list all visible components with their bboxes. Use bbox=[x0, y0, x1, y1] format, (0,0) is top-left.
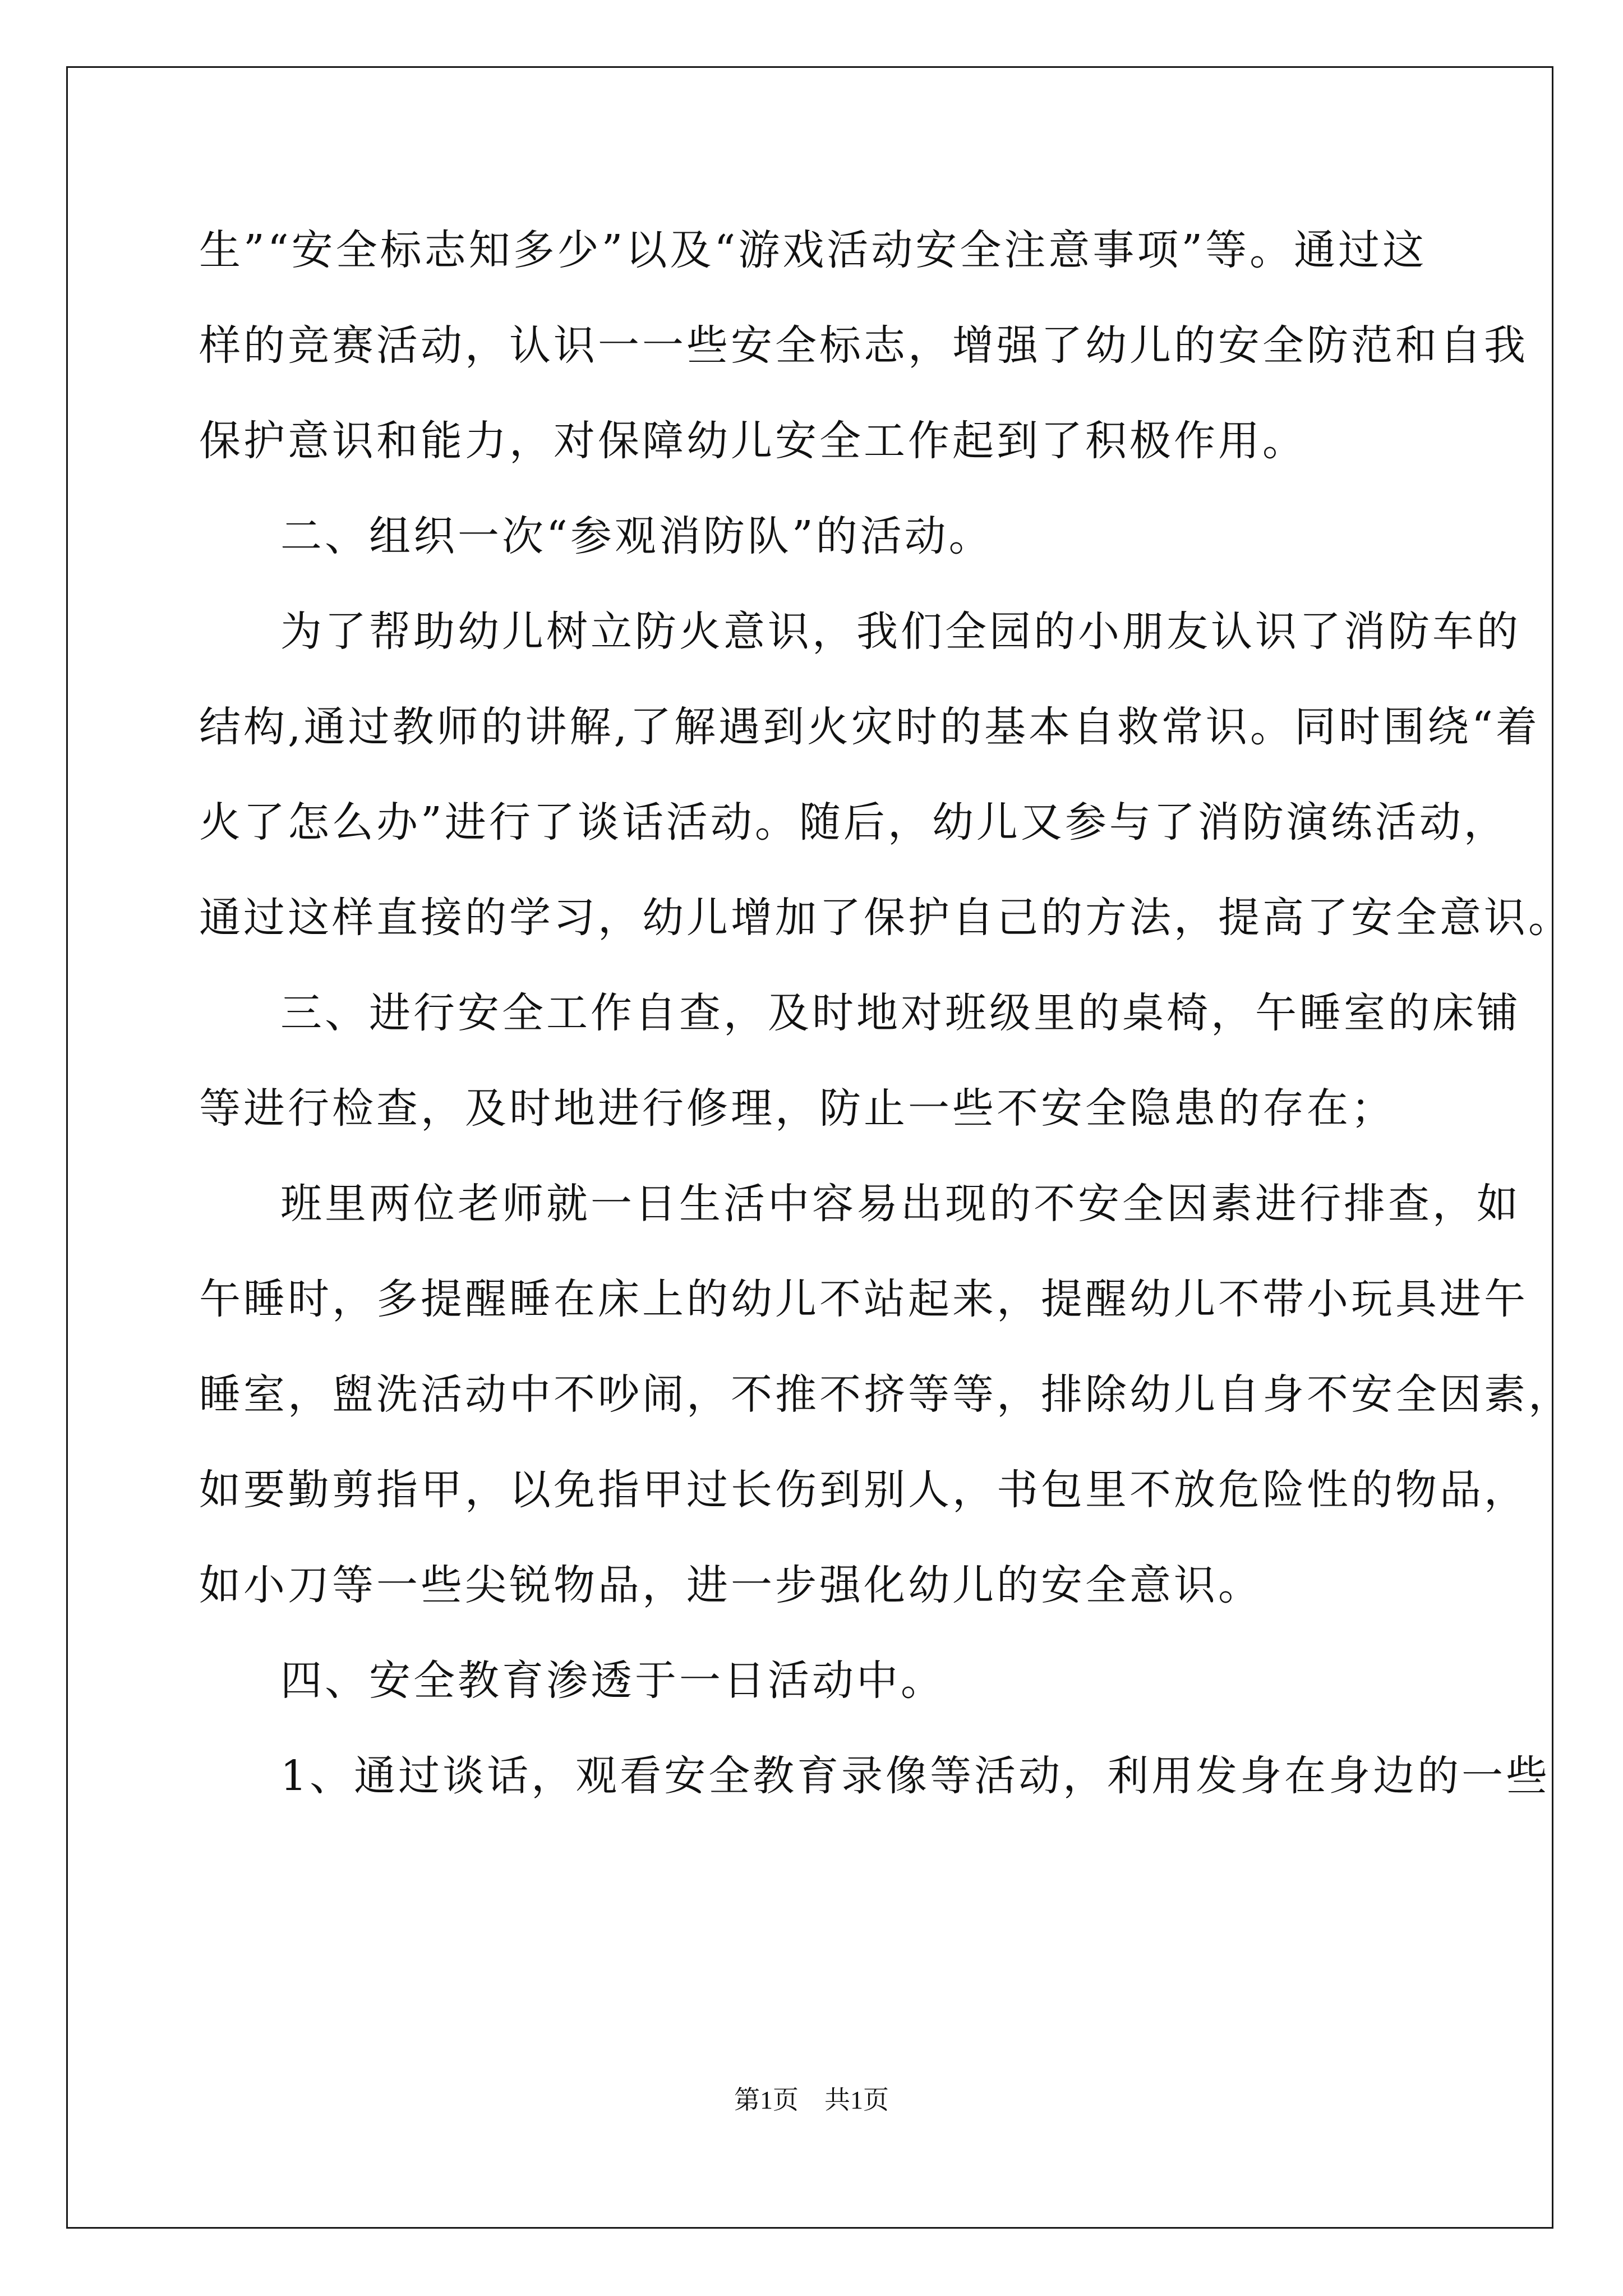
text-line-1: 生”“安全标志知多少”以及“游戏活动安全注意事项”等。通过这 bbox=[199, 226, 1427, 274]
page-footer: 第1页 共1页 bbox=[734, 2086, 889, 2114]
text-line-11: 班里两位老师就一日生活中容易出现的不安全因素进行排查，如 bbox=[280, 1180, 1521, 1228]
text-line-3: 保护意识和能力，对保障幼儿安全工作起到了积极作用。 bbox=[199, 417, 1307, 465]
section-heading-3: 三、进行安全工作自查，及时地对班级里的桌椅，午睡室的床铺 bbox=[280, 989, 1521, 1037]
text-line-12: 午睡时，多提醒睡在床上的幼儿不站起来，提醒幼儿不带小玩具进午 bbox=[199, 1275, 1528, 1323]
text-line-10: 等进行检查，及时地进行修理，防止一些不安全隐患的存在； bbox=[199, 1084, 1395, 1133]
text-line-8: 通过这样直接的学习，幼儿增加了保护自己的方法，提高了安全意识。 bbox=[199, 894, 1573, 942]
text-line-5: 为了帮助幼儿树立防火意识，我们全园的小朋友认识了消防车的 bbox=[280, 608, 1521, 656]
section-heading-4: 四、安全教育渗透于一日活动中。 bbox=[280, 1657, 945, 1705]
text-line-14: 如要勤剪指甲，以免指甲过长伤到别人，书包里不放危险性的物品， bbox=[199, 1466, 1528, 1514]
text-line-7: 火了怎么办”进行了谈话活动。随后，幼儿又参与了消防演练活动， bbox=[199, 798, 1508, 846]
text-line-17: 1、通过谈话，观看安全教育录像等活动，利用发身在身边的一些 bbox=[280, 1752, 1551, 1800]
page-border bbox=[66, 66, 1553, 2229]
section-heading-2: 二、组织一次“参观消防队”的活动。 bbox=[280, 512, 993, 560]
text-line-2: 样的竞赛活动，认识一一些安全标志，增强了幼儿的安全防范和自我 bbox=[199, 321, 1528, 370]
text-line-6: 结构,通过教师的讲解,了解遇到火灾时的基本自救常识。同时围绕“着 bbox=[199, 703, 1540, 751]
text-line-13: 睡室，盥洗活动中不吵闹，不推不挤等等，排除幼儿自身不安全因素， bbox=[199, 1370, 1573, 1419]
text-line-15: 如小刀等一些尖锐物品，进一步强化幼儿的安全意识。 bbox=[199, 1561, 1262, 1609]
